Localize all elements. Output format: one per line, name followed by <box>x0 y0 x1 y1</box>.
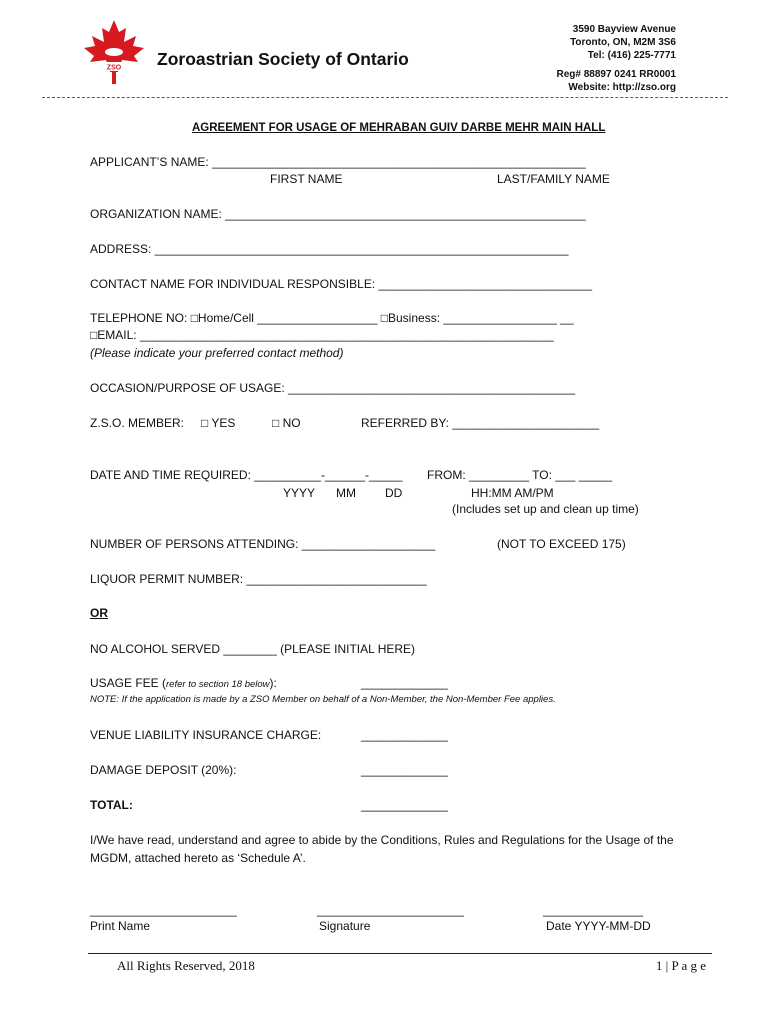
contact-name-field[interactable]: CONTACT NAME FOR INDIVIDUAL RESPONSIBLE: ________________________________ <box>90 277 593 291</box>
email-field[interactable]: □EMAIL: ______________________________________________________________ <box>90 328 554 342</box>
insurance-blank[interactable]: _____________ <box>361 728 448 742</box>
agreement-line2: MGDM, attached hereto as ‘Schedule A’. <box>90 851 306 865</box>
referred-by-field[interactable]: REFERRED BY: ______________________ <box>361 416 600 430</box>
mm-label: MM <box>336 486 356 500</box>
organization-field[interactable]: ORGANIZATION NAME: ______________________________________________________ <box>90 207 586 221</box>
member-label: Z.S.O. MEMBER: <box>90 416 185 430</box>
first-name-label: FIRST NAME <box>270 172 343 186</box>
or-label: OR <box>90 606 108 620</box>
deposit-blank[interactable]: _____________ <box>361 763 448 777</box>
address-field[interactable]: ADDRESS: ______________________________________________________________ <box>90 242 569 256</box>
usage-fee-blank[interactable]: _____________ <box>361 676 448 690</box>
liquor-permit-field[interactable]: LIQUOR PERMIT NUMBER: ___________________________ <box>90 572 427 586</box>
agreement-line1: I/We have read, understand and agree to abide by the Conditions, Rules and Regulations for the Usage of the <box>90 833 674 847</box>
setup-note: (Includes set up and clean up time) <box>452 502 639 516</box>
logo-text: ZSO <box>106 64 122 72</box>
insurance-label: VENUE LIABILITY INSURANCE CHARGE: <box>90 728 322 742</box>
max-persons-note: (NOT TO EXCEED 175) <box>497 537 626 551</box>
signature-line[interactable]: ______________________ <box>317 903 464 917</box>
time-format-label: HH:MM AM/PM <box>471 486 554 500</box>
date-line[interactable]: _______________ <box>543 903 644 917</box>
footer-rule <box>88 953 712 954</box>
member-yes-checkbox[interactable]: □ YES <box>201 416 236 430</box>
yyyy-label: YYYY <box>283 486 316 500</box>
header-divider <box>42 97 728 98</box>
applicant-name-field[interactable]: APPLICANT’S NAME: ________________________________________________________ <box>90 155 586 169</box>
usage-fee-ref: refer to section 18 below <box>166 679 270 690</box>
usage-fee-text: USAGE FEE ( <box>90 676 167 690</box>
reg-number: Reg# 88897 0241 RR0001 <box>556 69 676 80</box>
deposit-label: DAMAGE DEPOSIT (20%): <box>90 763 237 777</box>
no-alcohol-field[interactable]: NO ALCOHOL SERVED ________ (PLEASE INITIAL HERE) <box>90 642 416 656</box>
dd-label: DD <box>385 486 403 500</box>
total-blank[interactable]: _____________ <box>361 798 448 812</box>
signature-label: Signature <box>319 919 371 933</box>
total-label: TOTAL: <box>90 798 133 812</box>
page-number: 1 | P a g e <box>655 958 706 973</box>
telephone-field[interactable]: TELEPHONE NO: □Home/Cell __________________ □Business: _________________ __ <box>90 311 574 325</box>
print-name-line[interactable]: ______________________ <box>90 903 237 917</box>
date-required-field[interactable]: DATE AND TIME REQUIRED: __________-______-_____ <box>90 468 403 482</box>
website: Website: http://zso.org <box>568 82 676 93</box>
usage-fee-end: ): <box>269 676 277 690</box>
print-name-label: Print Name <box>90 919 151 933</box>
persons-attending-field[interactable]: NUMBER OF PERSONS ATTENDING: ____________________ <box>90 537 436 551</box>
address-line1: 3590 Bayview Avenue <box>572 24 676 35</box>
phone: Tel: (416) 225-7771 <box>587 50 676 61</box>
zso-maple-leaf-logo <box>82 18 146 90</box>
preferred-contact-note: (Please indicate your preferred contact method) <box>90 346 344 360</box>
time-from-to-field[interactable]: FROM: _________ TO: ___ _____ <box>427 468 613 482</box>
date-label: Date YYYY-MM-DD <box>546 919 651 933</box>
copyright: All Rights Reserved, 2018 <box>117 958 255 973</box>
member-no-checkbox[interactable]: □ NO <box>272 416 301 430</box>
address-line2: Toronto, ON, M2M 3S6 <box>570 37 676 48</box>
member-fee-note: NOTE: If the application is made by a ZSO Member on behalf of a Non-Member, the Non-Member Fee applies. <box>90 694 556 705</box>
usage-fee-label <box>90 676 277 690</box>
last-name-label: LAST/FAMILY NAME <box>497 172 610 186</box>
org-name: Zoroastrian Society of Ontario <box>157 49 409 69</box>
page-title: AGREEMENT FOR USAGE OF MEHRABAN GUIV DARBE MEHR MAIN HALL <box>192 122 606 134</box>
occasion-field[interactable]: OCCASION/PURPOSE OF USAGE: ___________________________________________ <box>90 381 576 395</box>
